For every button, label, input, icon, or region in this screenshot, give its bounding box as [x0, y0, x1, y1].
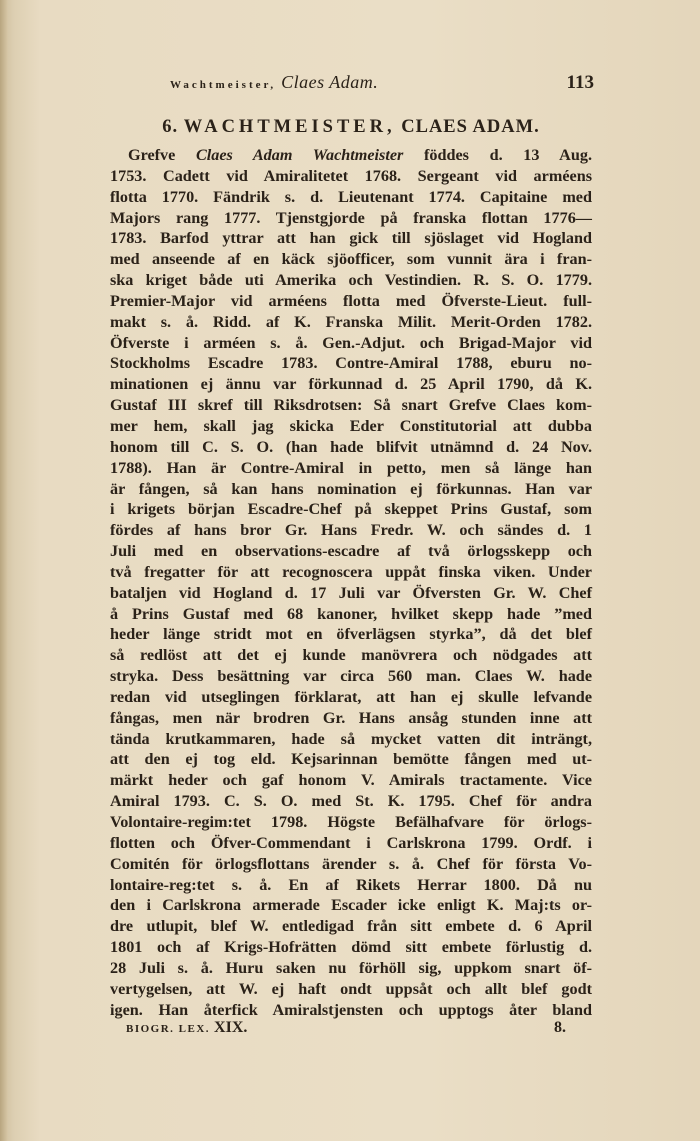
text-line: Amiral 1793. C. S. O. med St. K. 1795. Chef för andra	[110, 792, 592, 811]
text-line: Majors rang 1777. Tjenstgjorde på franska flottan 1776—	[110, 208, 592, 227]
text-line: Öfverste i arméen s. å. Gen.-Adjut. och Brigad-Major vid	[110, 333, 592, 352]
text-line: lontaire-reg:tet s. å. En af Rikets Herrar 1800. Då nu	[110, 875, 592, 894]
text-line: 1753. Cadett vid Amiralitetet 1768. Sergeant vid arméens	[110, 166, 592, 185]
article-body	[110, 145, 592, 1020]
signature-volume: XIX.	[214, 1019, 248, 1036]
text-line: tända krutkammaren, hade så mycket vatten dit inträngt,	[110, 729, 592, 748]
text-line: med anseende af en käck sjöofficer, som vunnit ära i fran-	[110, 250, 592, 269]
text-line: makt s. å. Ridd. af K. Franska Milit. Merit-Orden 1782.	[110, 312, 592, 331]
running-title	[170, 72, 378, 93]
title-surname: WACHTMEISTER,	[183, 117, 396, 137]
signature-small: BIOGR. LEX.	[126, 1023, 211, 1035]
running-title-name: Wachtmeister,	[170, 79, 277, 91]
text-line: 1788). Han är Contre-Amiral in petto, men så länge han	[110, 458, 592, 477]
text-line: minationen ej ännu var förkunnad d. 25 April 1790, då K.	[110, 375, 592, 394]
text-line: heder länge stridt mot en öfverlägsen styrka”, då det blef	[110, 625, 592, 644]
text-line: vertygelsen, att W. ej haft ondt uppsåt och allt blef godt	[110, 979, 592, 998]
text-line: stryka. Dess besättning var circa 560 man. Claes W. hade	[110, 667, 592, 686]
page-footer	[126, 1019, 566, 1041]
sheet-number: 8.	[554, 1019, 566, 1036]
page-spine-edge	[0, 0, 8, 1141]
text-line: honom till C. S. O. (han hade blifvit utnämnd d. 24 Nov.	[110, 437, 592, 456]
text-line: ska kriget både uti Amerika och Vestindien. R. S. O. 1779.	[110, 271, 592, 290]
signature-mark	[126, 1019, 247, 1037]
article-title	[110, 117, 592, 138]
first-line-rest: föddes d. 13 Aug.	[423, 146, 593, 164]
text-line: Premier-Major vid arméens flotta med Öfverste-Lieut. full-	[110, 291, 592, 310]
running-title-given: Claes Adam.	[281, 72, 379, 92]
text-line: att den ej tog eld. Kejsarinnan bemötte fången med ut-	[110, 750, 592, 769]
text-line: märkt heder och gaf honom V. Amirals tractamente. Vice	[110, 771, 592, 790]
text-line: fångas, men när brodren Gr. Hans ansåg stunden inne att	[110, 708, 592, 727]
text-line: igen. Han återfick Amiralstjensten och upptogs åter bland	[110, 1000, 592, 1019]
text-line: bataljen vid Hogland d. 17 Juli var Öfversten Gr. W. Chef	[110, 583, 592, 602]
text-line: Juli med en observations-escadre af två örlogsskepp och	[110, 542, 592, 561]
text-line: 28 Juli s. å. Huru saken nu förhöll sig, uppkom snart öf-	[110, 958, 592, 977]
title-given: CLAES ADAM.	[401, 117, 540, 137]
text-line: flotta 1770. Fändrik s. d. Lieutenant 1774. Capitaine med	[110, 187, 592, 206]
title-number: 6.	[162, 117, 179, 137]
text-line	[110, 145, 592, 166]
text-line: å Prins Gustaf med 68 kanoner, hvilket skepp hade ”med	[110, 604, 592, 623]
text-line: dre utlupit, blef W. entledigad från sitt embete d. 6 April	[110, 917, 592, 936]
text-line: fördes af hans bror Gr. Hans Fredr. W. och sändes d. 1	[110, 521, 592, 540]
text-line: mer hem, skall jag skicka Eder Constitutorial att dubba	[110, 416, 592, 435]
text-line: Stockholms Escadre 1783. Contre-Amiral 1788, eburu no-	[110, 354, 592, 373]
text-line: den i Carlskrona armerade Escader icke enligt K. Maj:ts or-	[110, 896, 592, 915]
page-number: 113	[566, 72, 594, 93]
subject-name-italic: Claes Adam Wachtmeister	[195, 146, 404, 164]
text-line: i krigets början Escadre-Chef på skeppet Prins Gustaf, som	[110, 500, 592, 519]
running-header	[170, 72, 594, 98]
text-line: är fången, så kan hans nomination ej förkunnas. Han var	[110, 479, 592, 498]
text-line: redan vid utseglingen förklarat, att han ej skulle lefvande	[110, 687, 592, 706]
text-line: Volontaire-regim:tet 1798. Högste Befälhafvare för örlogs-	[110, 813, 592, 831]
text-line: två fregatter för att recognoscera uppåt finska viken. Under	[110, 562, 592, 581]
first-line-lead: Grefve	[128, 146, 176, 164]
text-line: så redlöst att det ej kunde manövrera och nödgades att	[110, 646, 592, 665]
text-line: 1783. Barfod yttrar att han gick till sjöslaget vid Hogland	[110, 229, 592, 248]
text-line: Comitén för örlogsflottans ärender s. å. Chef för första Vo-	[110, 854, 592, 873]
text-line: Gustaf III skref till Riksdrotsen: Så snart Grefve Claes kom-	[110, 396, 592, 415]
text-line: 1801 och af Krigs-Hofrätten dömd sitt embete förlustig d.	[110, 938, 592, 957]
text-line: flotten och Öfver-Commendant i Carlskrona 1799. Ordf. i	[110, 833, 592, 852]
